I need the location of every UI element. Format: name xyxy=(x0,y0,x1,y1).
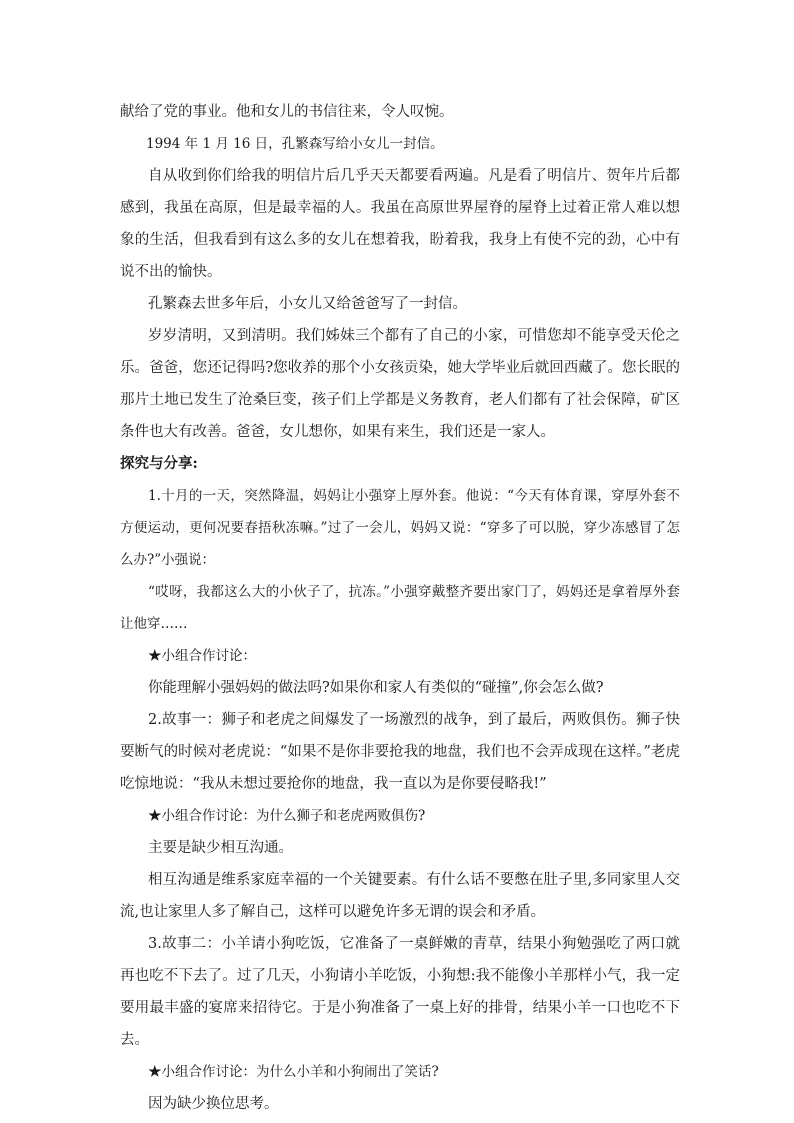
section-heading: 探究与分享: xyxy=(120,455,198,472)
item-1: 1.十月的一天，突然降温，妈妈让小强穿上厚外套。他说：“今天有体育课，穿厚外套不方便运动，更何况要春捂秋冻嘛。”过了一会儿，妈妈又说：“穿多了可以脱，穿少冻感冒了怎么办?”小强说： xyxy=(120,488,680,568)
answer-2: 主要是缺少相互沟通。 xyxy=(148,840,293,856)
paragraph-date: 1994 年 1 月 16 日，孔繁森写给小女儿一封信。 xyxy=(146,136,444,152)
discussion-question-1: 你能理解小强妈妈的做法吗?如果你和家人有类似的“碰撞”,你会怎么做? xyxy=(148,680,604,696)
discussion-label-2: ★小组合作讨论：为什么狮子和老虎两败俱伤? xyxy=(148,808,426,824)
discussion-label-3: ★小组合作讨论：为什么小羊和小狗闹出了笑话? xyxy=(148,1064,439,1080)
document-page xyxy=(120,96,680,1120)
explanation-2: 相互沟通是维系家庭幸福的一个关键要素。有什么话不要憋在肚子里,多同家里人交流,也让家里人多了解自己，这样可以避免许多无谓的误会和矛盾。 xyxy=(120,872,680,920)
answer-3: 因为缺少换位思考。 xyxy=(148,1096,279,1112)
item-1-continued: “哎呀，我都这么大的小伙子了，抗冻。”小强穿戴整齐要出家门了，妈妈还是拿着厚外套让他穿…… xyxy=(120,584,680,632)
paragraph-letter-1: 自从收到你们给我的明信片后几乎天天都要看两遍。凡是看了明信片、贺年片后都感到，我虽在高原，但是最幸福的人。我虽在高原世界屋脊的屋脊上过着正常人难以想象的生活，但我看到有这么多的女儿在想着我，盼着我，我身上有使不完的劲，心中有说不出的愉快。 xyxy=(120,168,680,280)
discussion-label-1: ★小组合作讨论： xyxy=(148,648,256,664)
paragraph-after-death: 孔繁森去世多年后，小女儿又给爸爸写了一封信。 xyxy=(148,296,467,312)
item-3: 3.故事二：小羊请小狗吃饭，它准备了一桌鲜嫩的青草，结果小狗勉强吃了两口就再也吃不下去了。过了几天，小狗请小羊吃饭，小狗想:我不能像小羊那样小气，我一定要用最丰盛的宴席来招待它。于是小狗准备了一桌上好的排骨，结果小羊一口也吃不下去。 xyxy=(120,936,680,1048)
item-2: 2.故事一：狮子和老虎之间爆发了一场激烈的战争，到了最后，两败俱伤。狮子快要断气的时候对老虎说：“如果不是你非要抢我的地盘，我们也不会弄成现在这样。”老虎吃惊地说：“我从未想过要抢你的地盘，我一直以为是你要侵略我!” xyxy=(120,712,680,792)
paragraph-letter-2: 岁岁清明，又到清明。我们姊妹三个都有了自己的小家，可惜您却不能享受天伦之乐。爸爸，您还记得吗?您收养的那个小女孩贡染，她大学毕业后就回西藏了。您长眠的那片土地已发生了沧桑巨变，孩子们上学都是义务教育，老人们都有了社会保障，矿区条件也大有改善。爸爸，女儿想你，如果有来生，我们还是一家人。 xyxy=(120,328,680,440)
paragraph-intro: 献给了党的事业。他和女儿的书信往来，令人叹惋。 xyxy=(120,104,454,120)
